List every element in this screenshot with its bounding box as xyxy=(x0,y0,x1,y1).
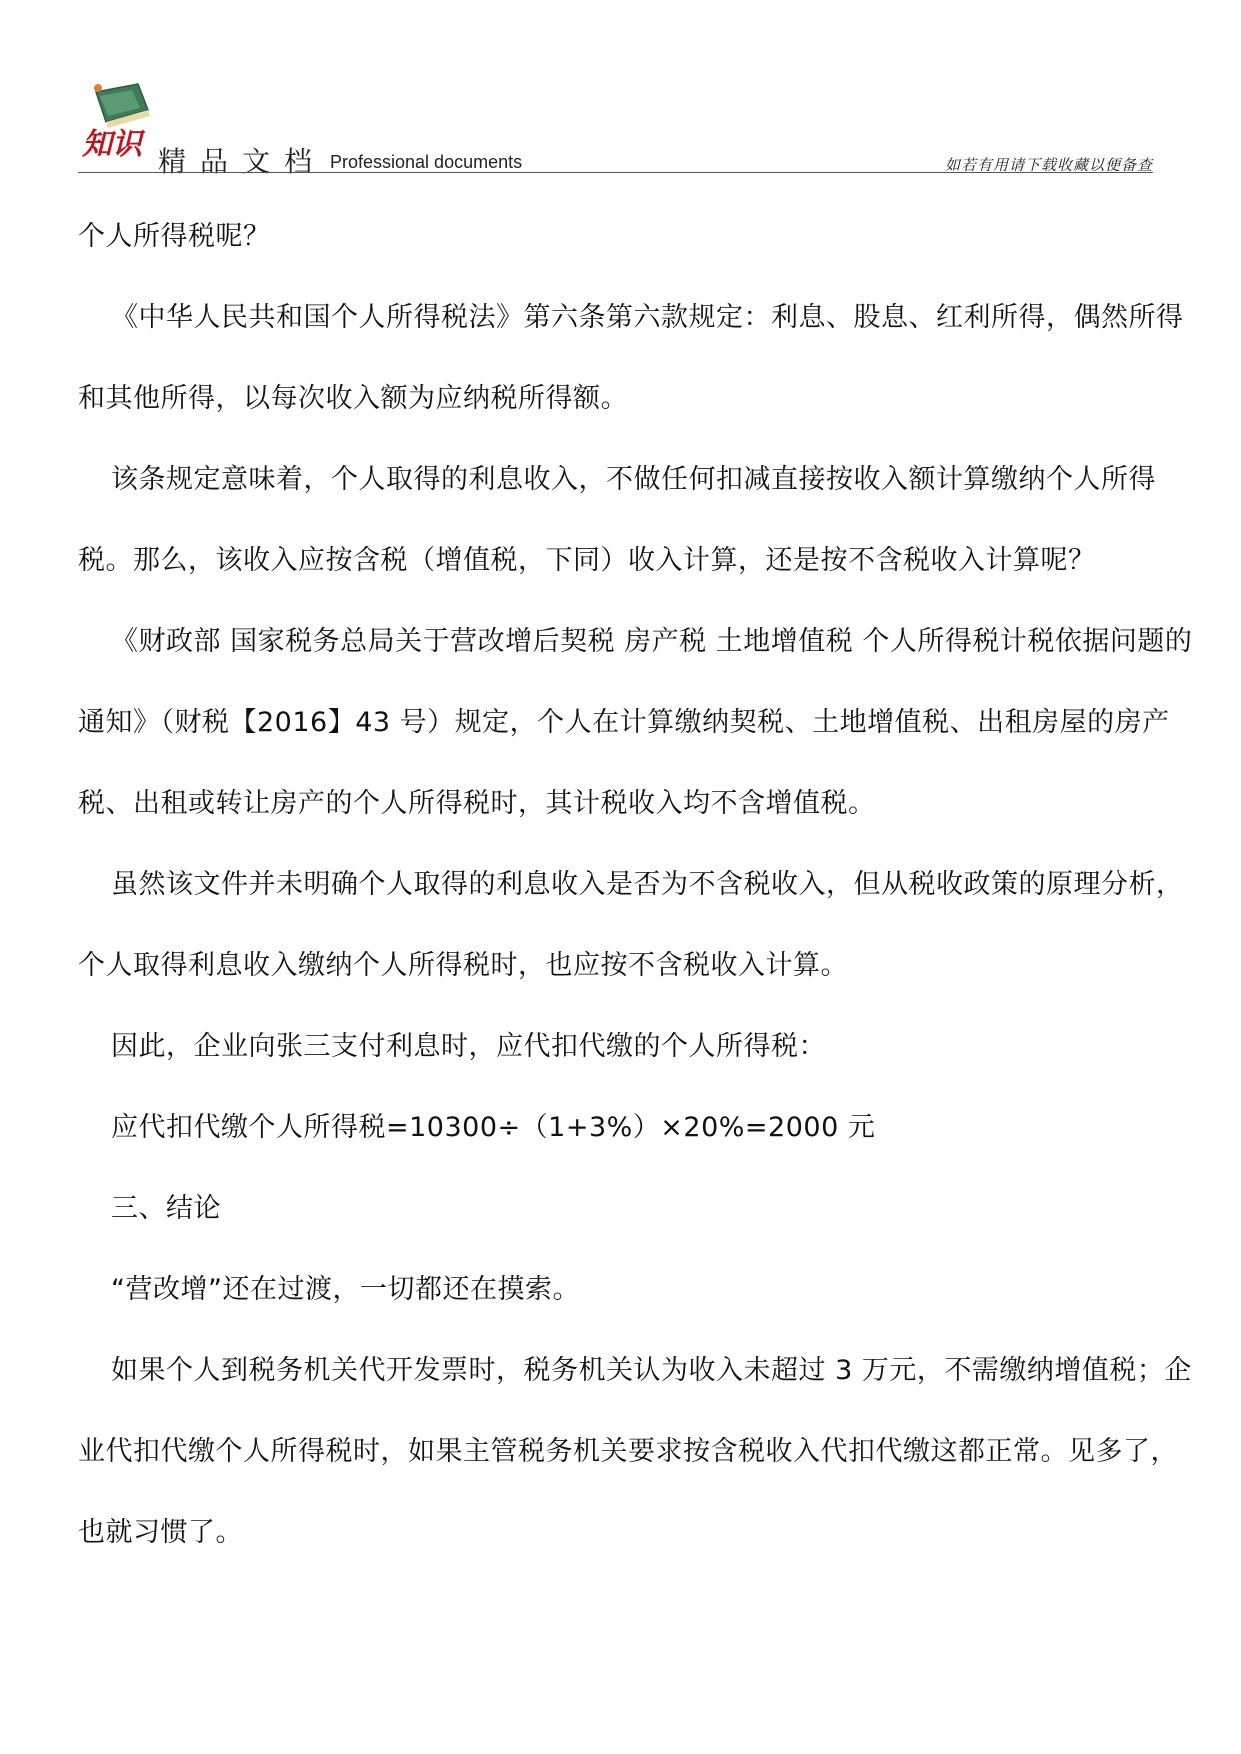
section-heading: 三、结论 xyxy=(111,1193,221,1224)
document-body xyxy=(78,196,1198,1573)
brand-subtitle: Professional documents xyxy=(330,152,523,172)
paragraph: 该条规定意味着，个人取得的利息收入，不做任何扣减直接按收入额计算缴纳个人所得税。那么，该收入应按含税（增值税，下同）收入计算，还是按不含税收入计算呢？ xyxy=(78,464,1156,576)
header-tagline: 如若有用请下载收藏以便备查 xyxy=(944,156,1153,174)
header-divider xyxy=(78,172,1153,173)
brand-title: 精品文档 xyxy=(158,145,327,178)
paragraph: 因此，企业向张三支付利息时，应代扣代缴的个人所得税： xyxy=(111,1031,826,1062)
formula-line: 应代扣代缴个人所得税=10300÷（1+3%）×20%=2000 元 xyxy=(111,1112,876,1143)
paragraph: “营改增”还在过渡，一切都还在摸索。 xyxy=(111,1274,580,1305)
paragraph: 《中华人民共和国个人所得税法》第六条第六款规定：利息、股息、红利所得，偶然所得和其他所得，以每次收入额为应纳税所得额。 xyxy=(78,302,1184,414)
paragraph: 《财政部 国家税务总局关于营改增后契税 房产税 土地增值税 个人所得税计税依据问题的通知》（财税【2016】43 号）规定，个人在计算缴纳契税、土地增值税、出租房屋的房产税、出租或转让房产的个人所得税时，其计税收入均不含增值税。 xyxy=(78,626,1193,819)
paragraph: 如果个人到税务机关代开发票时，税务机关认为收入未超过 3 万元，不需缴纳增值税；企业代扣代缴个人所得税时，如果主管税务机关要求按含税收入代扣代缴这都正常。见多了，也就习惯了。 xyxy=(78,1355,1192,1548)
page-header xyxy=(78,82,1153,178)
paragraph: 虽然该文件并未明确个人取得的利息收入是否为不含税收入，但从税收政策的原理分析，个人取得利息收入缴纳个人所得税时，也应按不含税收入计算。 xyxy=(78,869,1184,981)
svg-text:知识: 知识 xyxy=(82,127,142,162)
book-logo-icon xyxy=(78,82,156,172)
paragraph: 个人所得税呢？ xyxy=(78,221,271,252)
